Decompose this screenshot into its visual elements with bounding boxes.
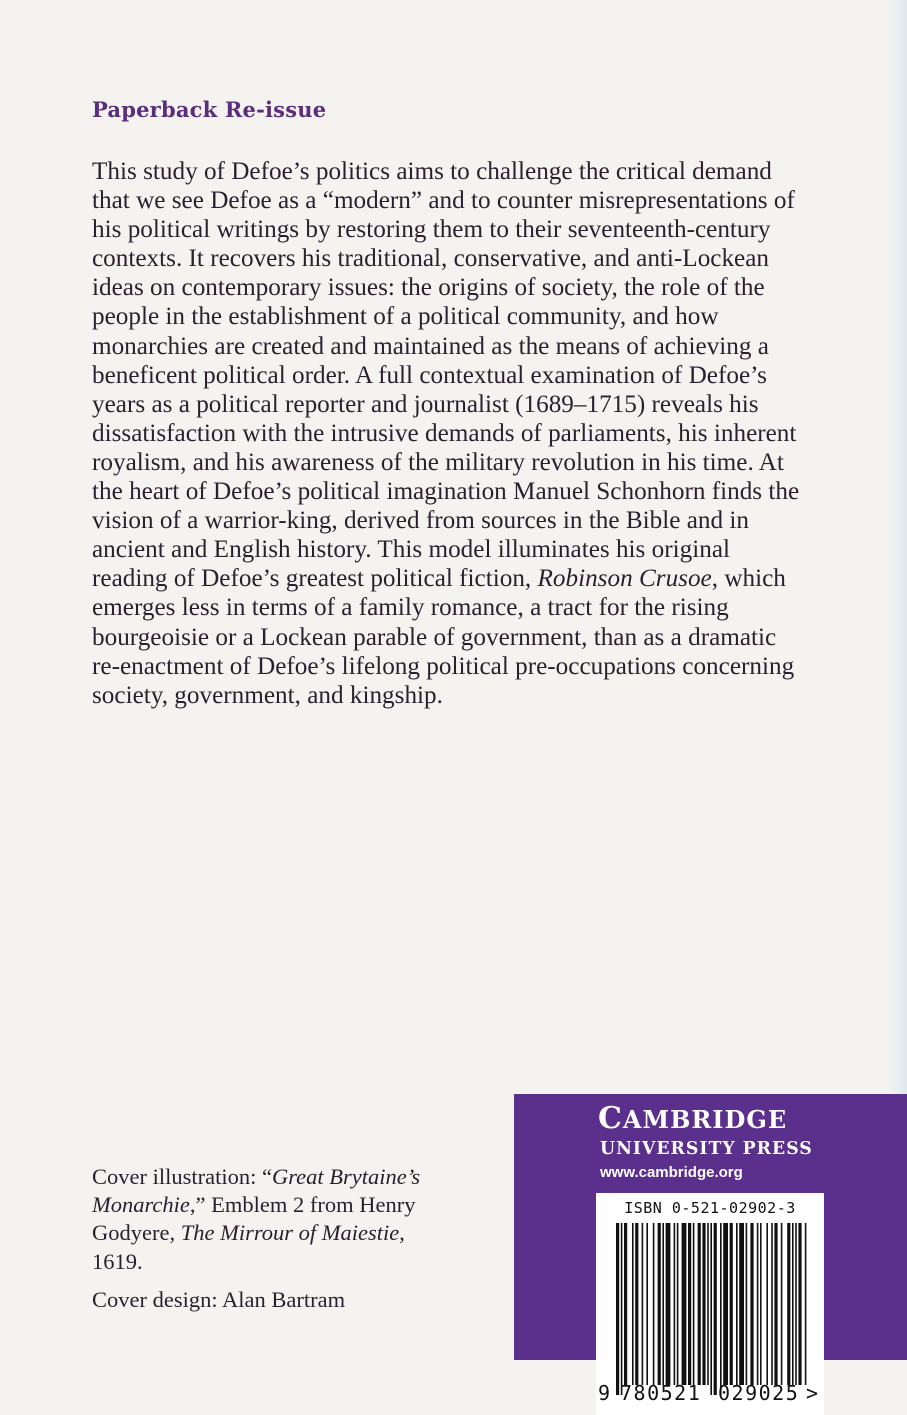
blurb-line: ancient and English history. This model illuminates his original <box>92 536 731 564</box>
barcode-bar <box>658 1223 661 1385</box>
blurb-line: monarchies are created and maintained as the means of achieving a <box>92 332 769 360</box>
barcode-bar <box>766 1223 768 1385</box>
barcode-bar <box>774 1223 777 1385</box>
blurb-line: emerges less in terms of a family romance, a tract for the rising <box>92 594 729 622</box>
barcode-bar <box>781 1223 783 1385</box>
barcode-bar <box>720 1223 722 1395</box>
barcode-bar <box>653 1223 655 1385</box>
book-title-robinson-crusoe: Robinson Crusoe <box>537 565 712 593</box>
barcode-bar <box>688 1223 691 1385</box>
barcode-left-group: 780521 <box>620 1381 702 1405</box>
barcode-bar <box>746 1223 748 1385</box>
blurb-line: royalism, and his awareness of the military revolution in his time. At <box>92 448 784 476</box>
barcode-bar <box>624 1223 627 1385</box>
blurb-line: years as a political reporter and journalist (1689–1715) reveals his <box>92 390 759 418</box>
blurb-line: bourgeoisie or a Lockean parable of government, than as a dramatic <box>92 623 777 651</box>
blurb-line: contexts. It recovers his traditional, conservative, and anti-Lockean <box>92 245 770 273</box>
blurb-line-text: reading of Defoe’s greatest political fiction, <box>92 565 538 593</box>
publisher-press-label: UNIVERSITY PRESS <box>600 1139 813 1159</box>
barcode-bar <box>723 1223 728 1385</box>
barcode-bar <box>805 1223 807 1385</box>
credit-text: Godyere, <box>92 1220 181 1246</box>
barcode-bar <box>760 1223 762 1385</box>
illustration-credit-line2 <box>92 1191 492 1219</box>
blurb-text <box>92 157 832 710</box>
barcode-bar <box>616 1223 619 1395</box>
barcode-bar <box>698 1223 701 1385</box>
barcode-bar <box>710 1223 712 1395</box>
blurb-line: re-enactment of Defoe’s lifelong political pre-occupations concerning <box>92 652 795 680</box>
blurb-line: his political writings by restoring them to their seventeenth-century <box>92 216 771 244</box>
barcode-bar <box>621 1223 623 1395</box>
barcode-bar <box>707 1223 709 1385</box>
blurb-line: This study of Defoe’s politics aims to challenge the critical demand <box>92 158 772 185</box>
blurb-line: that we see Defoe as a “modern” and to counter misrepresentations of <box>92 187 795 215</box>
source-book-title: The Mirrour of Maiestie <box>180 1220 400 1246</box>
barcode-bar <box>632 1223 634 1385</box>
barcode-bar <box>792 1223 794 1385</box>
barcode-bar <box>677 1223 679 1385</box>
cover-credits <box>92 1163 492 1314</box>
barcode-panel <box>596 1193 824 1415</box>
barcode-bar <box>646 1223 648 1385</box>
credit-text: ,” Emblem 2 from Henry <box>189 1192 416 1218</box>
credit-text: Cover illustration: “ <box>92 1164 272 1189</box>
cover-design-credit: Cover design: Alan Bartram <box>92 1286 346 1312</box>
barcode-bar <box>635 1223 638 1385</box>
barcode-bar <box>798 1223 801 1385</box>
barcode-bar <box>702 1223 705 1385</box>
barcode-bar <box>666 1223 671 1385</box>
barcode-lead-digit: 9 <box>598 1381 611 1405</box>
barcode-bar <box>750 1223 753 1385</box>
isbn-number: ISBN 0-521-02902-3 <box>624 1199 796 1217</box>
blurb-line: vision of a warrior-king, derived from sources in the Bible and in <box>92 507 750 535</box>
blurb-line: people in the establishment of a political community, and how <box>92 303 719 331</box>
publisher-name-rest: AMBRIDGE <box>622 1105 788 1134</box>
blurb-line: ideas on contemporary issues: the origins of society, the role of the <box>92 274 765 302</box>
barcode-bar <box>787 1223 790 1385</box>
barcode-bar <box>739 1223 744 1385</box>
blurb-line-text: , which <box>711 565 786 593</box>
illustration-credit-line3 <box>92 1219 492 1247</box>
blurb-line <box>92 564 832 593</box>
publisher-logo-name <box>598 1101 787 1136</box>
illustration-credit-year: 1619. <box>92 1248 143 1274</box>
publisher-name-initial: C <box>598 1101 623 1136</box>
emblem-title: Great Brytaine’s <box>271 1164 421 1189</box>
barcode-bar <box>714 1223 717 1395</box>
barcode-bar <box>757 1223 759 1385</box>
credit-text: , <box>399 1220 405 1246</box>
blurb-line: the heart of Defoe’s political imagination Manuel Schonhorn finds the <box>92 478 800 506</box>
barcode-bar <box>795 1223 797 1385</box>
emblem-title-cont: Monarchie <box>92 1192 190 1218</box>
publisher-website[interactable]: www.cambridge.org <box>600 1164 743 1181</box>
blurb-line: dissatisfaction with the intrusive demands of parliaments, his inherent <box>92 419 797 447</box>
barcode-bar <box>693 1223 695 1385</box>
publisher-panel <box>514 1094 907 1405</box>
blurb-line: society, government, and kingship. <box>92 681 443 709</box>
barcode-bar <box>674 1223 676 1385</box>
barcode-arrow: > <box>806 1381 819 1405</box>
barcode-bar <box>662 1223 664 1385</box>
barcode-bar <box>771 1223 773 1385</box>
blurb-line: beneficent political order. A full contextual examination of Defoe’s <box>92 361 767 389</box>
illustration-credit-line1 <box>92 1163 492 1191</box>
barcode-digits <box>596 1381 824 1407</box>
barcode-bar <box>736 1223 738 1385</box>
barcode-bar <box>642 1223 644 1385</box>
reissue-heading: Paperback Re-issue <box>92 97 327 122</box>
barcode-bar <box>682 1223 687 1385</box>
barcode-right-group: 029025 <box>718 1381 800 1405</box>
barcode-bar <box>730 1223 733 1385</box>
